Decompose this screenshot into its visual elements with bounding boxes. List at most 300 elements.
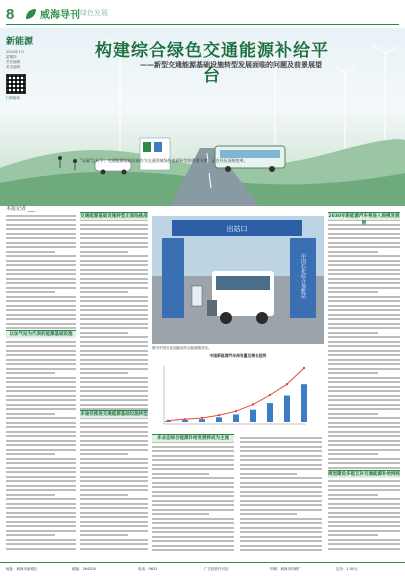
- text-line: [328, 287, 400, 289]
- text-line: [328, 273, 400, 275]
- text-line: [152, 549, 234, 551]
- chart-line: [168, 368, 304, 421]
- text-line: [240, 468, 322, 470]
- text-line: [80, 444, 148, 446]
- text-line: [80, 458, 148, 460]
- text-line: [328, 377, 400, 379]
- text-line: [328, 368, 400, 370]
- text-line: [6, 530, 76, 532]
- section-heading: 多途径推进交通能源基础设施转型: [80, 412, 148, 417]
- text-line: [6, 539, 76, 541]
- text-line: [240, 491, 322, 493]
- footer-item: 电话：0631: [138, 567, 158, 571]
- text-line: [328, 467, 400, 469]
- footer-item: 地址：威海市新城区: [6, 567, 38, 571]
- text-line: [240, 527, 322, 529]
- text-line: [6, 404, 76, 406]
- text-line: [6, 260, 76, 262]
- text-line: [152, 527, 234, 529]
- text-line: [328, 426, 400, 428]
- text-line: [80, 246, 148, 248]
- text-line: [6, 278, 76, 280]
- text-line: [80, 363, 148, 365]
- text-line: [152, 482, 234, 484]
- text-line: [328, 282, 400, 284]
- text-line: [328, 507, 400, 509]
- text-line: [6, 282, 76, 284]
- chart: [154, 360, 312, 432]
- text-line: [6, 309, 76, 311]
- text-line: [6, 399, 76, 401]
- text-line: [328, 336, 400, 338]
- text-line: [80, 372, 128, 374]
- chart-point: [303, 367, 305, 369]
- text-column-4: [240, 434, 322, 554]
- text-line: [328, 228, 400, 230]
- text-line: [328, 318, 400, 320]
- text-line: [240, 477, 322, 479]
- text-line: [328, 386, 400, 388]
- text-line: [328, 296, 400, 298]
- text-line: [328, 372, 378, 374]
- text-line: [6, 390, 76, 392]
- text-column-3: [152, 434, 234, 554]
- text-line: [6, 228, 76, 230]
- text-line: [240, 464, 322, 466]
- text-line: [328, 264, 400, 266]
- text-line: [328, 408, 400, 410]
- text-line: [80, 453, 128, 455]
- text-line: [240, 549, 322, 551]
- text-line: [80, 282, 148, 284]
- station-brand-text: 中国石化综合加能站: [300, 253, 306, 299]
- chart-bar: [250, 410, 256, 422]
- text-line: [6, 327, 76, 329]
- text-line: [328, 530, 400, 532]
- text-line: [240, 441, 322, 443]
- text-line: [328, 260, 400, 262]
- text-line: [80, 309, 148, 311]
- text-line: [80, 350, 148, 352]
- section-heading: 交通能源基础设施转型正面临挑战: [80, 214, 148, 219]
- text-line: [80, 305, 148, 307]
- text-line: [80, 390, 148, 392]
- text-line: [80, 336, 148, 338]
- text-line: [80, 516, 148, 518]
- text-line: [80, 489, 148, 491]
- side-meta-line: 2024年1月: [6, 50, 25, 54]
- station-photo: [152, 216, 324, 344]
- text-line: [152, 500, 234, 502]
- text-line: [6, 219, 76, 221]
- text-line: [328, 363, 400, 365]
- text-line: [6, 264, 76, 266]
- text-line: [6, 233, 76, 235]
- text-line: [6, 458, 76, 460]
- text-line: [152, 540, 234, 542]
- side-meta: [6, 50, 40, 70]
- text-line: [328, 548, 400, 550]
- text-line: [80, 341, 148, 343]
- text-line: [328, 251, 378, 253]
- text-line: [80, 404, 148, 406]
- text-line: [6, 350, 76, 352]
- text-line: [80, 539, 148, 541]
- text-line: [328, 354, 400, 356]
- text-line: [6, 372, 55, 374]
- text-line: [6, 471, 76, 473]
- chart-bar: [199, 419, 205, 422]
- text-line: [328, 359, 400, 361]
- text-line: [6, 305, 76, 307]
- text-line: [80, 296, 148, 298]
- text-line: [6, 300, 76, 302]
- text-line: [152, 518, 234, 520]
- text-line: [240, 495, 322, 497]
- text-line: [328, 444, 400, 446]
- text-line: [6, 453, 55, 455]
- text-line: [328, 381, 400, 383]
- text-line: [6, 395, 76, 397]
- text-line: [240, 486, 322, 488]
- text-line: [152, 504, 234, 506]
- text-line: [80, 368, 148, 370]
- text-line: [80, 530, 148, 532]
- text-line: [6, 534, 55, 536]
- text-line: [6, 386, 76, 388]
- text-line: [240, 509, 322, 511]
- chart-point: [167, 419, 169, 421]
- text-line: [328, 404, 400, 406]
- text-line: [328, 327, 400, 329]
- text-line: [328, 291, 378, 293]
- text-line: [80, 287, 148, 289]
- text-line: [328, 314, 400, 316]
- text-line: [328, 480, 400, 482]
- text-line: [80, 480, 148, 482]
- text-line: [328, 494, 378, 496]
- text-line: [6, 476, 76, 478]
- text-line: [328, 417, 400, 419]
- article-subtitle: ——新型交通能源基础设施转型发展面临的问题及前景展望: [140, 61, 322, 69]
- text-line: [152, 509, 234, 511]
- text-line: [328, 242, 400, 244]
- text-line: [240, 450, 322, 452]
- text-line: [80, 233, 148, 235]
- text-line: [80, 354, 148, 356]
- text-line: [328, 255, 400, 257]
- side-meta-line: 责任编辑: [6, 60, 20, 64]
- text-line: [6, 242, 76, 244]
- text-line: [328, 395, 400, 397]
- text-line: [80, 534, 128, 536]
- text-line: [240, 545, 322, 547]
- text-line: [240, 446, 322, 448]
- text-line: [328, 489, 400, 491]
- text-line: [152, 522, 234, 524]
- page-footer: [0, 562, 405, 576]
- text-line: [328, 503, 400, 505]
- text-line: [328, 435, 400, 437]
- text-line: [6, 543, 76, 545]
- text-line: [328, 534, 378, 536]
- section-heading: 以加气站为代表的能源基础设施: [6, 330, 76, 338]
- text-line: [328, 449, 400, 451]
- text-line: [240, 522, 322, 524]
- text-line: [328, 440, 400, 442]
- page-number: 8: [6, 6, 15, 23]
- leaf-logo-icon: [24, 7, 38, 21]
- text-line: [328, 233, 400, 235]
- text-line: [240, 437, 322, 439]
- text-line: [152, 536, 234, 538]
- text-line: [328, 323, 400, 325]
- chart-bar: [216, 417, 222, 422]
- qr-caption: 扫码阅读: [6, 96, 20, 100]
- chart-title: 中国新能源汽车保有量及增长趋势: [209, 353, 267, 358]
- text-line: [80, 440, 148, 442]
- text-line: [6, 444, 76, 446]
- text-line: [6, 224, 76, 226]
- text-line: [80, 422, 148, 424]
- text-line: [328, 305, 400, 307]
- text-line: [152, 491, 234, 493]
- footer-item: 广告经营许可证: [204, 567, 229, 571]
- text-line: [6, 467, 76, 469]
- text-line: [6, 512, 76, 514]
- chart-bar: [284, 396, 290, 422]
- text-column-5: [328, 212, 400, 552]
- text-line: [6, 354, 76, 356]
- station-sign-text: 出站口: [226, 225, 248, 233]
- text-line: [328, 458, 400, 460]
- text-line: [328, 539, 400, 541]
- chart-point: [218, 414, 220, 416]
- footer-item: 印刷：威海市印刷厂: [270, 567, 302, 571]
- text-line: [80, 395, 148, 397]
- text-line: [80, 525, 148, 527]
- text-line: [80, 399, 148, 401]
- text-line: [6, 381, 76, 383]
- text-line: [6, 363, 76, 365]
- section-heading: 2030年新能源汽车将进入规模发展期: [328, 214, 400, 226]
- text-line: [80, 273, 148, 275]
- text-line: [6, 368, 76, 370]
- page-header: [0, 0, 405, 26]
- header-rule: [6, 24, 399, 25]
- text-line: [80, 327, 148, 329]
- text-line: [6, 237, 76, 239]
- text-line: [80, 476, 148, 478]
- text-line: [152, 455, 234, 457]
- text-line: [152, 459, 234, 461]
- text-line: [6, 494, 55, 496]
- text-line: [80, 237, 148, 239]
- text-line: [328, 413, 378, 415]
- text-line: [6, 449, 76, 451]
- text-line: [80, 251, 128, 253]
- text-line: [152, 495, 234, 497]
- side-meta-line: 美术编辑: [6, 65, 20, 69]
- text-line: [6, 377, 76, 379]
- text-line: [328, 278, 400, 280]
- text-line: [6, 287, 76, 289]
- text-line: [80, 543, 148, 545]
- text-line: [328, 422, 400, 424]
- text-line: [80, 291, 128, 293]
- text-line: [240, 504, 322, 506]
- text-line: [152, 545, 234, 547]
- text-line: [6, 417, 76, 419]
- text-column-2: [80, 212, 148, 552]
- text-line: [6, 413, 55, 415]
- text-line: [80, 314, 148, 316]
- chart-point: [235, 410, 237, 412]
- chart-point: [286, 383, 288, 385]
- side-meta-line: 星期四: [6, 55, 17, 59]
- text-line: [240, 482, 322, 484]
- text-line: [6, 291, 55, 293]
- article-title: 构建综合绿色交通能源补给平台: [95, 41, 329, 86]
- text-line: [328, 516, 400, 518]
- chart-bar: [301, 384, 307, 422]
- text-line: [328, 341, 400, 343]
- section-subtitle: 绿色发展: [80, 9, 108, 17]
- text-line: [240, 540, 322, 542]
- text-line: [328, 237, 400, 239]
- text-line: [328, 543, 400, 545]
- text-line: [6, 462, 76, 464]
- text-line: [328, 525, 400, 527]
- article-author: 本报记者 ___: [6, 206, 36, 212]
- text-line: [80, 426, 148, 428]
- text-line: [6, 503, 76, 505]
- text-line: [328, 431, 400, 433]
- text-line: [6, 269, 76, 271]
- text-line: [240, 473, 297, 475]
- text-line: [80, 494, 128, 496]
- text-line: [240, 518, 322, 520]
- text-line: [6, 215, 76, 217]
- text-line: [80, 435, 148, 437]
- text-line: [240, 459, 322, 461]
- text-line: [80, 548, 148, 550]
- text-line: [328, 345, 400, 347]
- text-line: [328, 512, 400, 514]
- text-line: [6, 435, 76, 437]
- text-line: [328, 332, 378, 334]
- text-line: [80, 498, 148, 500]
- section-heading: 多业态综合能源补给发展将成为主流: [152, 434, 234, 442]
- text-line: [152, 473, 209, 475]
- text-line: [328, 485, 400, 487]
- text-line: [240, 536, 322, 538]
- text-line: [80, 471, 148, 473]
- text-line: [80, 431, 148, 433]
- text-line: [6, 359, 76, 361]
- text-line: [328, 453, 378, 455]
- text-line: [80, 269, 148, 271]
- text-line: [6, 507, 76, 509]
- section-heading: 规划建设多能互补交通能源补给网络: [328, 472, 400, 477]
- footer-item: 定价：1.50元: [336, 567, 358, 571]
- text-line: [80, 467, 148, 469]
- text-line: [80, 521, 148, 523]
- text-line: [80, 359, 148, 361]
- text-line: [80, 278, 148, 280]
- text-line: [80, 512, 148, 514]
- side-title: 新能源: [6, 37, 34, 47]
- text-line: [80, 345, 148, 347]
- text-line: [80, 318, 148, 320]
- text-line: [80, 323, 148, 325]
- chart-point: [252, 403, 254, 405]
- chart-bar: [267, 403, 273, 422]
- text-line: [80, 386, 148, 388]
- text-line: [328, 269, 400, 271]
- chart-point: [269, 394, 271, 396]
- text-line: [6, 426, 76, 428]
- text-line: [6, 408, 76, 410]
- text-line: [6, 431, 76, 433]
- text-line: [328, 390, 400, 392]
- text-line: [6, 485, 76, 487]
- text-line: [6, 521, 76, 523]
- section-name: 威海导刊: [40, 10, 80, 21]
- text-line: [328, 300, 400, 302]
- text-line: [152, 513, 209, 515]
- text-line: [80, 507, 148, 509]
- text-line: [80, 381, 148, 383]
- text-line: [80, 264, 148, 266]
- text-line: [6, 345, 76, 347]
- text-line: [80, 260, 148, 262]
- text-line: [6, 341, 76, 343]
- text-line: [80, 255, 148, 257]
- text-line: [240, 500, 322, 502]
- text-line: [328, 246, 400, 248]
- text-line: [6, 318, 76, 320]
- text-line: [152, 450, 234, 452]
- text-line: [240, 531, 322, 533]
- text-line: [80, 332, 128, 334]
- text-line: [240, 455, 322, 457]
- text-line: [80, 449, 148, 451]
- text-line: [6, 489, 76, 491]
- text-line: [152, 486, 234, 488]
- qr-code-icon[interactable]: [6, 74, 26, 94]
- chart-point: [201, 417, 203, 419]
- text-line: [80, 242, 148, 244]
- text-line: [152, 468, 234, 470]
- side-column: [6, 34, 40, 101]
- text-line: [152, 531, 234, 533]
- photo-caption: 图为中国石化加能站综合能源服务站。: [152, 346, 212, 350]
- text-line: [6, 440, 76, 442]
- text-line: [6, 255, 76, 257]
- text-line: [80, 462, 148, 464]
- text-line: [6, 422, 76, 424]
- text-line: [240, 513, 297, 515]
- text-line: [80, 228, 148, 230]
- text-line: [80, 377, 148, 379]
- text-line: [152, 477, 234, 479]
- text-line: [328, 399, 400, 401]
- text-line: [328, 350, 400, 352]
- text-line: [152, 464, 234, 466]
- text-line: [80, 224, 148, 226]
- text-line: [6, 548, 76, 550]
